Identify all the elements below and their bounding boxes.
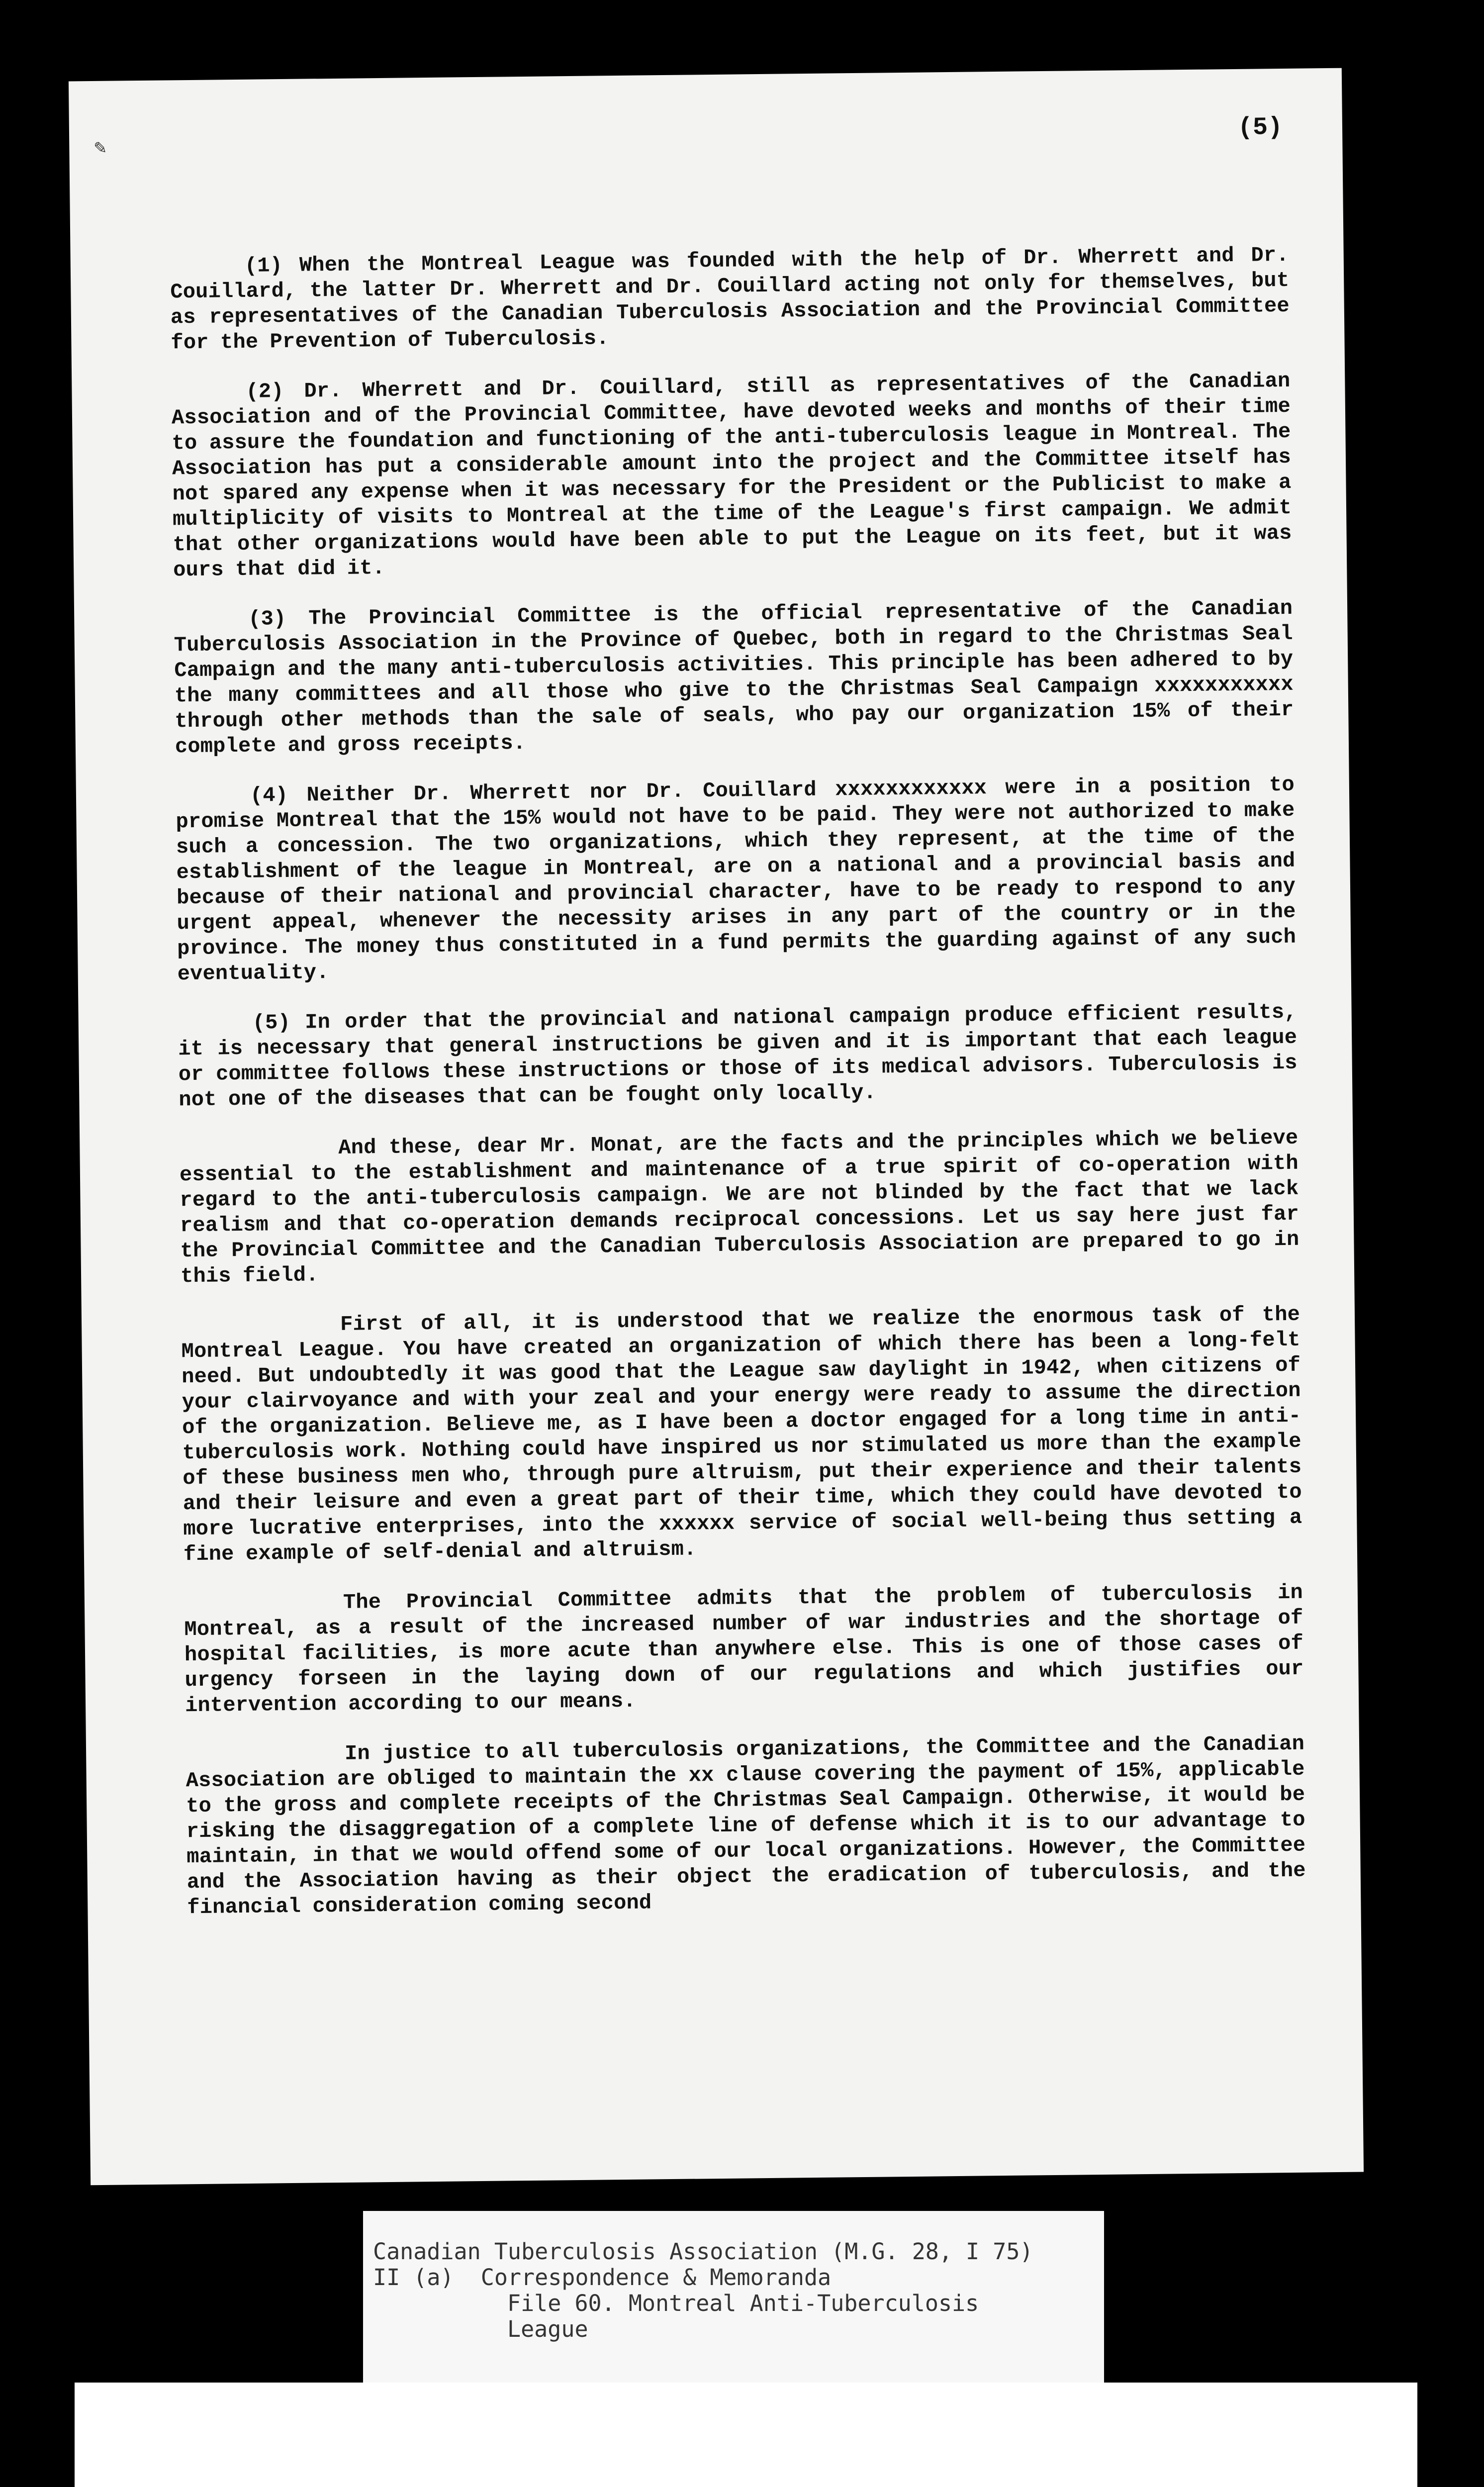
punch-mark: ✎ [94, 137, 106, 160]
archive-label-series: II (a) [373, 2264, 454, 2291]
page-number: (5) [1237, 113, 1283, 142]
archive-label-subseries: Correspondence & Memoranda [480, 2264, 832, 2291]
paragraph-7: First of all, it is understood that we realize the enormous task of the Montreal League. You have created an organization of which there has been a long-felt need. But undoubtedly it was good that the League saw daylight in 1942, when citizens of your clairvoyance and with your zeal and your energy were ready to assume the direction of the organization. Believe me, as I have been a doctor engaged for a long time in anti-tuberculosis work. Nothing could have inspired us nor stimulated us more than the example of these business men who, through pure altruism, put their experience and their talents and their leisure and even a great part of their time, which they could have devoted to more lucrative enterprises, into the xxxxxx service of social well-being thus setting a fine example of self-denial and altruism. [181, 1302, 1302, 1567]
archive-label-line-3: File 60. Montreal Anti-Tuberculosis [507, 2290, 979, 2316]
paragraph-5: (5) In order that the provincial and national campaign produce efficient results, it is necessary that general instructions be given and it is important that each league or committee follows these instructions or those of its medical advisors. Tuberculosis is not one of the diseases that can be fought only locally. [178, 1000, 1298, 1112]
paragraph-3: (3) The Provincial Committee is the official representative of the Canadian Tuberculosis Association in the Province of Quebec, both in regard to the Christmas Seal Campaign and the many anti-tuberculosis activities. This principle has been adhered to by the many committees and all those who give to the Christmas Seal Campaign xxxxxxxxxxx through other methods than the sale of seals, who pay our organization 15% of their complete and gross receipts. [174, 596, 1294, 759]
archive-label-line-4: League [507, 2316, 588, 2342]
paragraph-6: And these, dear Mr. Monat, are the facts and the principles which we believe essential to the establishment and maintenance of a true spirit of co-operation with regard to the anti-tuberculosis campaign. We are not blinded by the fact that we lack realism and that co-operation demands reciprocal concessions. Let us say here just far the Provincial Committee and the Canadian Tuberculosis Association are prepared to go in this field. [179, 1126, 1299, 1289]
letter-body [170, 243, 1306, 1920]
archive-label-line-1: Canadian Tuberculosis Association (M.G. 28, I 75) [373, 2238, 1033, 2265]
paragraph-8: The Provincial Committee admits that the problem of tuberculosis in Montreal, as a result of the increased number of war industries and the shortage of hospital facilities, is more acute than anywhere else. This is one of those cases of urgency forseen in the laying down of our regulations and which justifies our intervention according to our means. [184, 1580, 1304, 1718]
paragraph-4: (4) Neither Dr. Wherrett nor Dr. Couillard xxxxxxxxxxxx were in a position to promise Montreal that the 15% would not have to be paid. They were not authorized to make such a concession. The two organizations, which they represent, at the time of the establishment of the league in Montreal, are on a national and a provincial basis and because of their national and provincial character, have to be ready to respond to any urgent appeal, whenever the necessity arises in any part of the country or in the province. The money thus constituted in a fund permits the guarding against of any such eventuality. [176, 772, 1297, 986]
archives-stamp-card [75, 2383, 1417, 2487]
archive-reference-label [363, 2211, 1104, 2385]
archive-label-line-2 [373, 2265, 1089, 2291]
paragraph-1: (1) When the Montreal League was founded with the help of Dr. Wherrett and Dr. Couillard, the latter Dr. Wherrett and Dr. Couillard acting not only for themselves, but as representatives of the Canadian Tuberculosis Association and the Provincial Committee for the Prevention of Tuberculosis. [170, 243, 1290, 355]
paragraph-2: (2) Dr. Wherrett and Dr. Couillard, still as representatives of the Canadian Association and of the Provincial Committee, have devoted weeks and months of their time to assure the foundation and functioning of the anti-tuberculosis league in Montreal. The Association has put a considerable amount into the project and the Committee itself has not spared any expense when it was necessary for the President or the Publicist to make a multiplicity of visits to Montreal at the time of the League's first campaign. We admit that other organizations would have been able to put the League on its feet, but it was ours that did it. [171, 369, 1292, 582]
letter-page [69, 68, 1364, 2186]
paragraph-9: In justice to all tuberculosis organizations, the Committee and the Canadian Association are obliged to maintain the xx clause covering the payment of 15%, applicable to the gross and complete receipts of the Christmas Seal Campaign. Otherwise, it would be risking the disaggregation of a complete line of defense which it is to our advantage to maintain, in that we would offend some of our local organizations. However, the Committee and the Association having as their object the eradication of tuberculosis, and the financial consideration coming second [186, 1731, 1306, 1920]
